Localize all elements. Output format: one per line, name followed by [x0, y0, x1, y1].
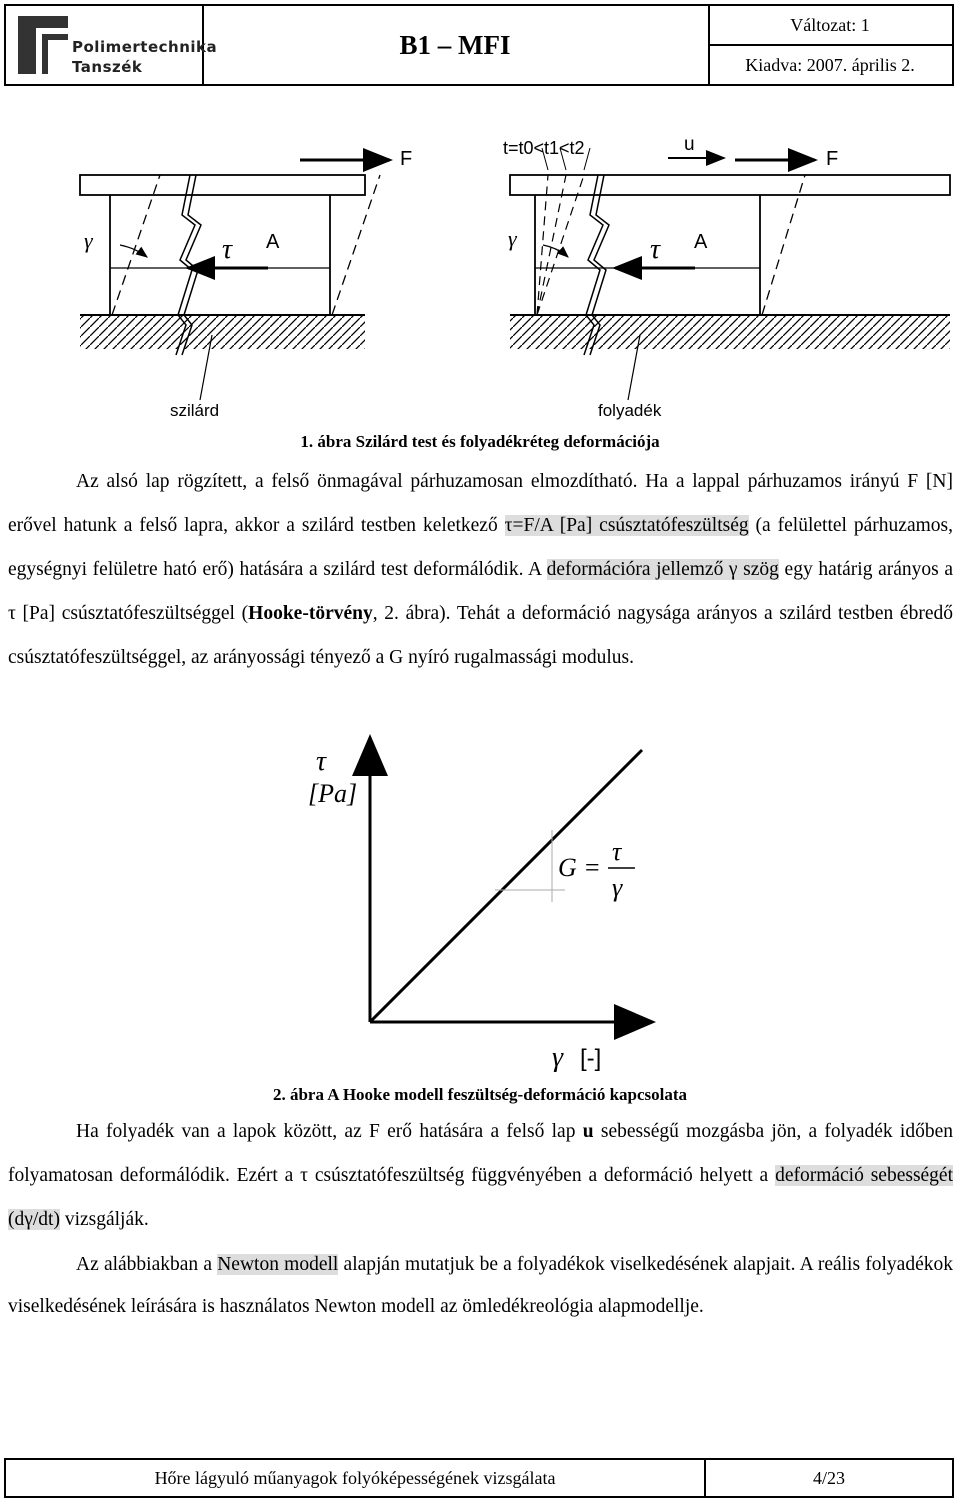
tau-label-solid: τ: [222, 234, 233, 265]
area-label-solid: A: [266, 231, 280, 253]
p2-bold-u: u: [582, 1121, 594, 1142]
solid-label: szilárd: [170, 401, 220, 420]
formula-denominator: γ: [612, 873, 623, 902]
figure-1-caption: 1. ábra Szilárd test és folyadékréteg deformációja: [300, 432, 660, 451]
liquid-diagram: [503, 134, 950, 420]
y-axis-unit: [Pa]: [308, 779, 358, 808]
p1-highlight-2: deformációra jellemző γ szög: [546, 559, 779, 580]
logo: [6, 6, 218, 84]
p1-text-4: , 2. ábra). Tehát a deformáció nagysága arányos a szilárd testben ébredő csúsztatófeszültséggel, az arányossági tényező a G nyíró rugalmassági modulus.: [8, 603, 953, 668]
figure-2-caption: 2. ábra A Hooke modell feszültség-deformáció kapcsolata: [272, 1085, 688, 1104]
formula-lhs: G =: [558, 853, 601, 882]
force-label-liquid: F: [826, 148, 839, 170]
force-label-solid: F: [400, 148, 413, 170]
p2-text-2: sebességű mozgásba jön, a folyadék időben folyamatosan deformálódik. Ezért a τ csúsztatófeszültség függvényében a deformáció helyett a: [8, 1121, 954, 1186]
page-header: [4, 4, 954, 86]
p3-text-2: alapján mutatjuk be a folyadékok viselkedésének alapjait. A reális folyadékok viselkedésének leírására is használatos Newton modell az ömledékreológia alapmodellje.: [8, 1254, 953, 1317]
formula-numerator: τ: [612, 837, 622, 866]
x-axis-unit: [-]: [580, 1045, 602, 1072]
time-label: t=t0<t1<t2: [503, 138, 585, 158]
gamma-label-solid: γ: [84, 228, 93, 253]
velocity-label: u: [684, 134, 695, 155]
solid-diagram: [80, 148, 412, 420]
tau-label-liquid: τ: [650, 234, 661, 265]
p1-text-1: Az alsó lap rögzített, a felső önmagával párhuzamosan elmozdítható. Ha a lappal párhuzamos irányú F [N] erővel hatunk a felső lapra, akkor a szilárd testben keletkező: [8, 471, 953, 536]
p2-text-1: Ha folyadék van a lapok között, az F erő hatására a felső lap: [76, 1121, 583, 1142]
area-label-liquid: A: [694, 231, 708, 253]
footer-title: Hőre lágyuló műanyagok folyóképességének vizsgálata: [6, 1460, 706, 1496]
figure-1-deformation: [0, 120, 960, 430]
version-label: Változat: 1: [708, 6, 952, 46]
p1-highlight-1: τ=F/A [Pa] csúsztatófeszültség: [504, 515, 749, 536]
paragraph-2: [8, 1110, 953, 1242]
liquid-label: folyadék: [598, 401, 662, 420]
gamma-label-liquid: γ: [508, 226, 517, 251]
p1-text-2: (a felülettel párhuzamos, egységnyi felületre ható erő) hatására a szilárd test deformálódik. A: [8, 515, 953, 580]
hooke-line: [370, 750, 642, 1022]
p2-text-3: vizsgálják.: [59, 1209, 149, 1230]
p1-text-3: egy határig arányos a τ [Pa] csúsztatófeszültséggel (: [8, 559, 953, 624]
figure-2-hooke-chart: [290, 730, 670, 1080]
document-title: B1 – MFI: [202, 6, 710, 84]
p1-bold-hooke: Hooke-törvény: [248, 603, 373, 624]
p3-text-1: Az alábbiakban a: [76, 1254, 218, 1275]
issue-date: Kiadva: 2007. április 2.: [745, 54, 915, 75]
paragraph-3: [8, 1244, 953, 1328]
logo-line1: Polimertechnika: [72, 38, 218, 56]
paragraph-1: [8, 460, 953, 680]
x-axis-label: γ: [552, 1042, 564, 1073]
logo-line2: Tanszék: [72, 58, 143, 76]
p2-highlight: deformáció sebességét (dγ/dt): [8, 1165, 954, 1230]
page-number: 4/23: [812, 1467, 845, 1488]
y-axis-label: τ: [316, 746, 327, 777]
p3-highlight: Newton modell: [217, 1254, 339, 1275]
page-footer: [4, 1458, 954, 1498]
